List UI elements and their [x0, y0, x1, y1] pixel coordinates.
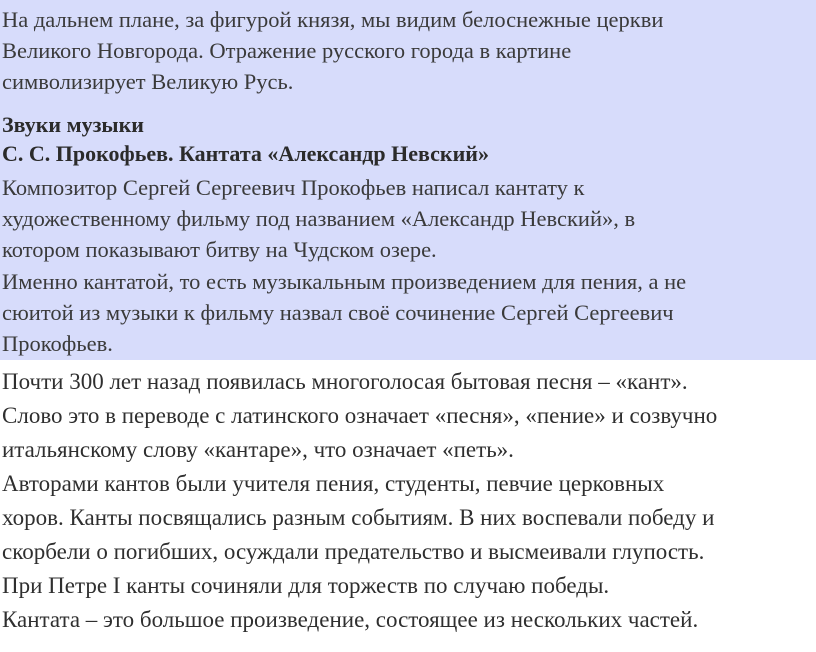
body-line: Слово это в переводе с латинского означает «песня», «пение» и созвучно: [2, 403, 718, 428]
intro-line: На дальнем плане, за фигурой князя, мы видим белоснежные церкви: [2, 7, 664, 32]
body-line: итальянскому слову «кантаре», что означает «петь».: [2, 437, 514, 462]
body-line: Почти 300 лет назад появилась многоголосая бытовая песня – «кант».: [2, 369, 688, 394]
body-line: скорбели о погибших, осуждали предательство и высмеивали глупость.: [2, 539, 705, 564]
body-line: Кантата – это большое произведение, состоящее из нескольких частей.: [2, 607, 699, 632]
composer-paragraph: [0, 172, 635, 265]
section-heading: [0, 110, 489, 168]
body-line: При Петре I канты сочиняли для торжеств по случаю победы.: [2, 573, 610, 598]
intro-paragraph: [0, 4, 663, 97]
heading-subtitle: С. С. Прокофьев. Кантата «Александр Невский»: [2, 141, 489, 166]
paragraph-line: котором показывают битву на Чудском озере.: [2, 237, 437, 262]
intro-line: Великого Новгорода. Отражение русского города в картине: [2, 38, 572, 63]
paragraph-line: художественному фильму под названием «Александр Невский», в: [2, 206, 636, 231]
intro-line: символизирует Великую Русь.: [2, 69, 294, 94]
cantata-paragraph: [0, 266, 686, 359]
body-line: Авторами кантов были учителя пения, студенты, певчие церковных: [2, 471, 665, 496]
body-line: хоров. Канты посвящались разным событиям. В них воспевали победу и: [2, 505, 715, 530]
paragraph-line: Композитор Сергей Сергеевич Прокофьев написал кантату к: [2, 175, 585, 200]
paragraph-line: Именно кантатой, то есть музыкальным произведением для пения, а не: [2, 269, 687, 294]
heading-title: Звуки музыки: [2, 112, 144, 137]
kant-history-text: [0, 365, 717, 637]
paragraph-line: сюитой из музыки к фильму назвал своё сочинение Сергей Сергеевич: [2, 300, 674, 325]
paragraph-line: Прокофьев.: [2, 331, 113, 356]
